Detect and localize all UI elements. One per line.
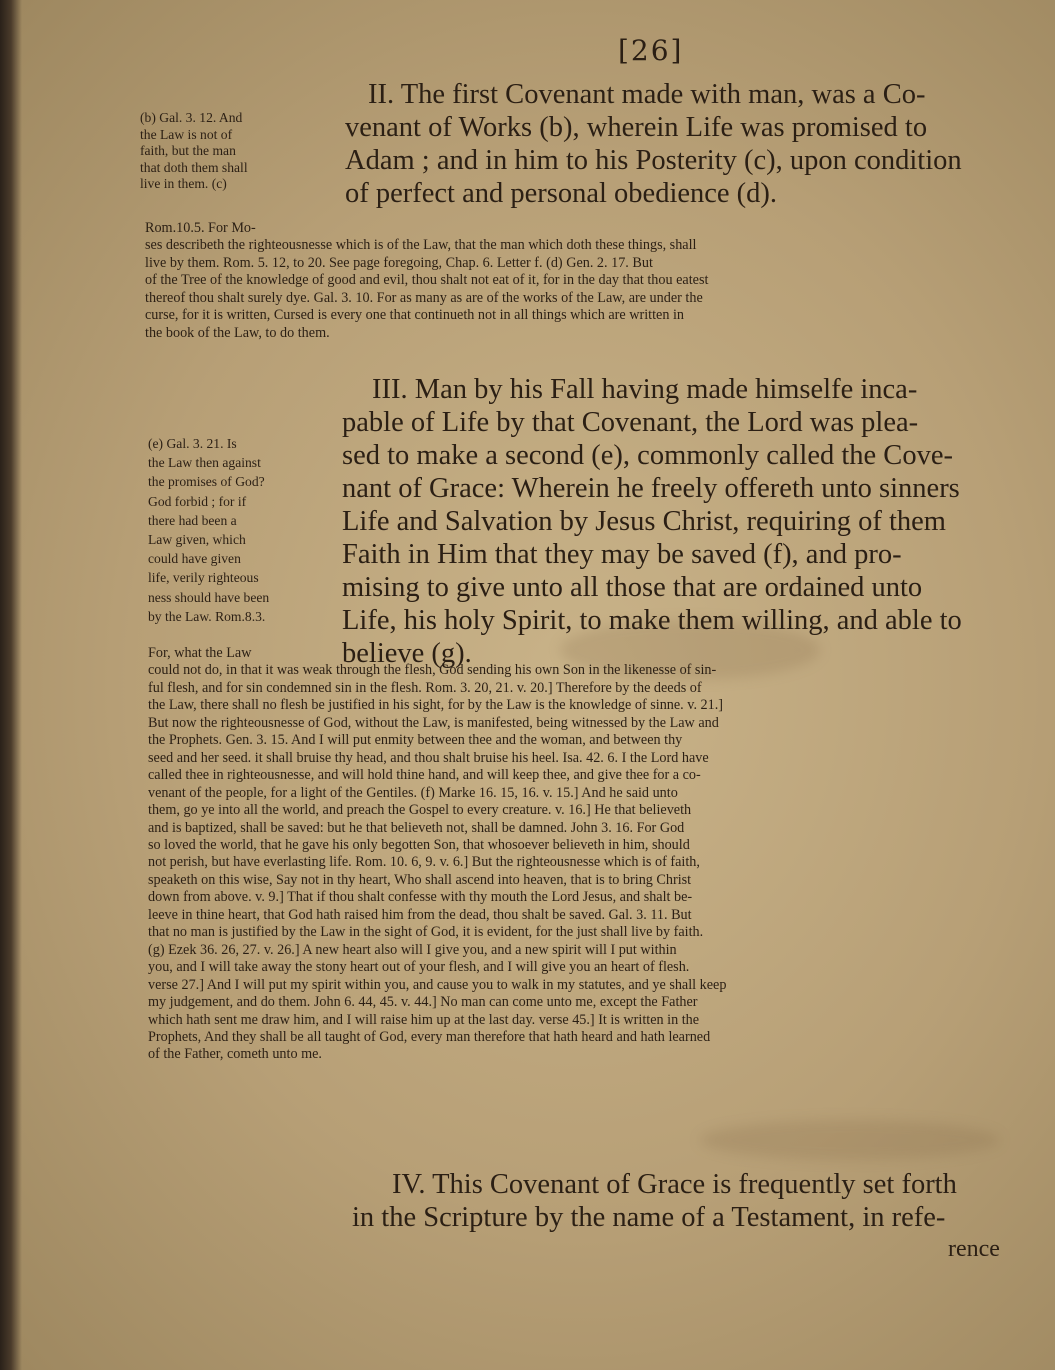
footnote-line: of the Tree of the knowledge of good and evil, thou shalt not eat of it, for in the day that thou eatest	[145, 272, 709, 289]
margin-note-line: there had been a	[148, 512, 237, 528]
section-3-text	[342, 373, 962, 670]
margin-note-line: Law given, which	[148, 532, 246, 548]
section-4-text	[352, 1168, 957, 1234]
footnote-line: thereof thou shalt surely dye. Gal. 3. 10. For as many as are of the works of the Law, are under the	[145, 289, 703, 306]
section-2-line: of perfect and personal obedience (d).	[345, 178, 778, 209]
margin-note-line: (e) Gal. 3. 21. Is	[148, 436, 237, 451]
section-3-line: pable of Life by that Covenant, the Lord was plea-	[342, 407, 919, 438]
section-3-line: Life and Salvation by Jesus Christ, requiring of them	[342, 506, 946, 537]
margin-note-line: could have given	[148, 551, 241, 567]
footnote-line: not perish, but have everlasting life. Rom. 10. 6, 9. v. 6.] But the righteousnesse which is of faith,	[148, 854, 700, 871]
footnote-line: the book of the Law, to do them.	[145, 324, 330, 341]
section-3-footnote	[148, 645, 726, 1064]
margin-note-line: the promises of God?	[148, 474, 265, 490]
section-2-margin-note	[140, 110, 248, 193]
footnote-line: you, and I will take away the stony heart out of your flesh, and I will give you an heart of flesh.	[148, 959, 690, 976]
margin-note-line: life, verily righteous	[148, 570, 259, 586]
footnote-line: But now the righteousnesse of God, without the Law, is manifested, being witnessed by the Law and	[148, 714, 719, 731]
footnote-line: (g) Ezek 36. 26, 27. v. 26.] A new heart also will I give you, and a new spirit will I put within	[148, 941, 677, 958]
footnote-line: and is baptized, shall be saved: but he that believeth not, shall be damned. John 3. 16. For God	[148, 819, 685, 836]
margin-note-line: live in them. (c)	[140, 176, 227, 192]
section-3-line: believe (g).	[342, 638, 472, 669]
section-3-line: Faith in Him that they may be saved (f), and pro-	[342, 539, 902, 570]
footnote-line: Prophets, And they shall be all taught of God, every man therefore that hath heard and hath learned	[148, 1028, 711, 1045]
section-3-line: III. Man by his Fall having made himselfe inca-	[372, 374, 918, 405]
section-2-line: venant of Works (b), wherein Life was promised to	[345, 112, 928, 143]
footnote-line: verse 27.] And I will put my spirit within you, and cause you to walk in my statutes, and ye shall keep	[148, 976, 727, 993]
section-3-line: nant of Grace: Wherein he freely offereth unto sinners	[342, 473, 960, 504]
margin-note-line: the Law is not of	[140, 126, 233, 142]
footnote-line: ses describeth the righteousnesse which is of the Law, that the man which doth these things, shall	[145, 237, 697, 254]
section-4-line: in the Scripture by the name of a Testament, in refe-	[352, 1202, 946, 1233]
footnote-line: so loved the world, that he gave his only begotten Son, that whosoever believeth in him, should	[148, 836, 690, 853]
section-3-margin-note	[148, 434, 269, 626]
footnote-line: the Prophets. Gen. 3. 15. And I will put enmity between thee and the woman, and between thy	[148, 732, 683, 749]
footnote-line: leeve in thine heart, that God hath raised him from the dead, thou shalt be saved. Gal. 3. 11. But	[148, 906, 692, 923]
footnote-line: of the Father, cometh unto me.	[148, 1046, 322, 1063]
section-2-footnote	[145, 220, 708, 342]
footnote-line: seed and her seed. it shall bruise thy head, and thou shalt bruise his heel. Isa. 42. 6. I the Lord have	[148, 749, 709, 766]
margin-note-line: the Law then against	[148, 455, 261, 471]
margin-note-line: God forbid ; for if	[148, 493, 247, 509]
section-2-line: Adam ; and in him to his Posterity (c), upon condition	[345, 145, 962, 176]
margin-note-line: that doth them shall	[140, 159, 248, 175]
footnote-line: Rom.10.5. For Mo-	[145, 220, 256, 236]
footnote-line: them, go ye into all the world, and preach the Gospel to every creature. v. 16.] He that believeth	[148, 802, 692, 819]
paper-stain	[700, 1120, 1000, 1160]
section-4-line: IV. This Covenant of Grace is frequently set forth	[392, 1169, 957, 1200]
section-3-line: Life, his holy Spirit, to make them willing, and able to	[342, 605, 962, 636]
footnote-line: that no man is justified by the Law in the sight of God, it is evident, for the just shall live by faith.	[148, 924, 704, 941]
footnote-line: ful flesh, and for sin condemned sin in the flesh. Rom. 3. 20, 21. v. 20.] Therefore by the deeds of	[148, 679, 702, 696]
catchword: rence	[948, 1236, 1000, 1262]
footnote-line: curse, for it is written, Cursed is every one that continueth not in all things which are written in	[145, 307, 685, 324]
section-3-line: sed to make a second (e), commonly called the Cove-	[342, 440, 953, 471]
footnote-line: the Law, there shall no flesh be justified in his sight, for by the Law is the knowledge of sinne. v. 21.]	[148, 697, 723, 714]
footnote-line: down from above. v. 9.] That if thou shalt confesse with thy mouth the Lord Jesus, and shalt be-	[148, 889, 693, 906]
margin-note-line: faith, but the man	[140, 143, 236, 159]
footnote-line: called thee in righteousnesse, and will hold thine hand, and will keep thee, and give thee for a co-	[148, 767, 701, 784]
section-2-text	[345, 78, 962, 210]
footnote-line: venant of the people, for a light of the Gentiles. (f) Marke 16. 15, 16. v. 15.] And he said unto	[148, 784, 678, 801]
footnote-line: my judgement, and do them. John 6. 44, 45. v. 44.] No man can come unto me, except the Father	[148, 994, 698, 1011]
footnote-line: speaketh on this wise, Say not in thy heart, Who shall ascend into heaven, that is to bring Christ	[148, 871, 692, 888]
footnote-line: For, what the Law	[148, 645, 252, 661]
footnote-line: live by them. Rom. 5. 12, to 20. See page foregoing, Chap. 6. Letter f. (d) Gen. 2. 17. But	[145, 254, 653, 271]
margin-note-line: (b) Gal. 3. 12. And	[140, 110, 243, 125]
footnote-line: which hath sent me draw him, and I will raise him up at the last day. verse 45.] It is written in the	[148, 1011, 700, 1028]
page-number: [26]	[618, 34, 684, 67]
footnote-line: could not do, in that it was weak through the flesh, God sending his own Son in the likenesse of sin-	[148, 662, 717, 679]
margin-note-line: ness should have been	[148, 589, 270, 605]
section-2-line: II. The first Covenant made with man, was a Co-	[368, 79, 926, 110]
section-3-line: mising to give unto all those that are ordained unto	[342, 572, 923, 603]
book-gutter-shadow	[0, 0, 22, 1370]
margin-note-line: by the Law. Rom.8.3.	[148, 608, 266, 624]
